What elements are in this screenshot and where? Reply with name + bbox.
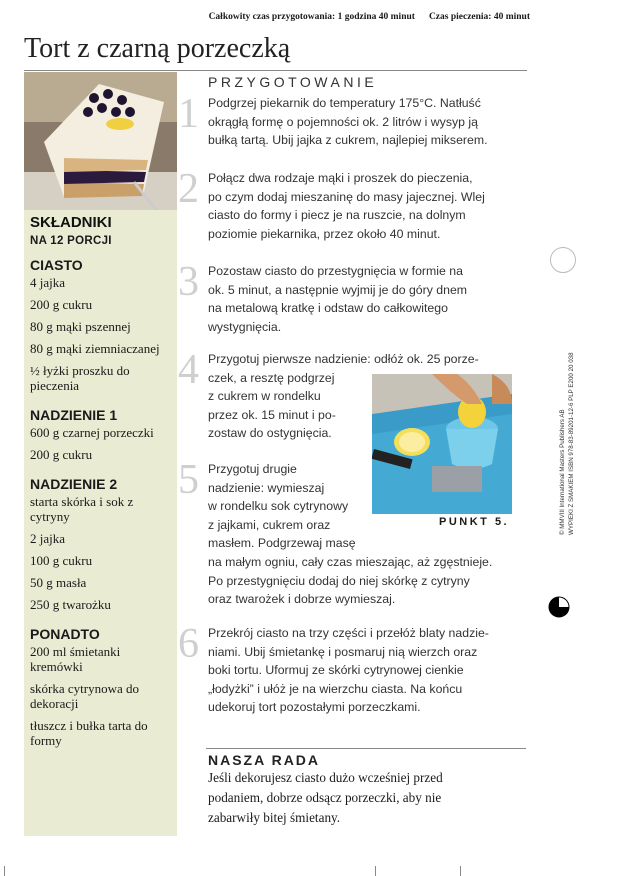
ingredient-item: skórka cytrynowa do dekoracji <box>30 681 140 711</box>
preparation-heading: PRZYGOTOWANIE <box>208 74 378 90</box>
total-time: Całkowity czas przygotowania: 1 godzina 40 minut <box>208 12 415 22</box>
ingredient-item: 100 g cukru <box>30 553 93 568</box>
tip-text: Jeśli dekorujesz ciasto dużo wcześniej przed podaniem, dobrze odsącz porzeczki, aby nie zabarwiły bitej śmietany. <box>208 770 443 825</box>
recipe-title: Tort z czarną porzeczką <box>24 33 291 64</box>
step-text: Przygotuj drugie nadzienie: wymieszaj w rondelku sok cytrynowy z jajkami, cukrem oraz masłem. Podgrzewaj masę na małym ogniu, cały czas mieszając, aż zgęstnieje. Po przestygnięciu dodaj do niej skórkę z cytryny oraz twarożek i dobrze wymieszaj. <box>208 462 493 607</box>
ingredient-group <box>30 494 175 612</box>
ingredient-item: 600 g czarnej porzeczki <box>30 425 154 440</box>
title-divider <box>24 70 527 71</box>
time-info <box>150 12 530 22</box>
registration-mark-icon <box>548 596 570 618</box>
ingredient-item: 50 g masła <box>30 575 87 590</box>
ingredient-item: tłuszcz i bułka tarta do formy <box>30 718 148 748</box>
ingredient-item: 200 g cukru <box>30 447 93 462</box>
ingredients-sidebar <box>24 72 177 836</box>
crop-mark <box>375 866 376 876</box>
ingredients-heading: SKŁADNIKI <box>30 214 112 231</box>
step-number: 2 <box>178 166 199 212</box>
step-text: Przygotuj pierwsze nadzienie: odłóż ok. 25 porze- czek, a resztę podgrzej z cukrem w rondelku przez ok. 15 minut i po- zostaw do ostygnięcia. <box>208 352 479 441</box>
ingredient-item: 200 ml śmietanki kremówki <box>30 644 121 674</box>
ingredients-list <box>30 210 175 755</box>
step-number: 6 <box>178 621 199 667</box>
tip-divider <box>206 748 526 749</box>
ingredient-item: 250 g twarożku <box>30 597 111 612</box>
side-print-line2: WYPIEKI Z SMAKIEM ISBN 978-83-89201-12-6 PLP E200 20 038 <box>568 352 575 535</box>
ingredient-item: 80 g mąki pszennej <box>30 319 131 334</box>
step-text: Podgrzej piekarnik do temperatury 175°C. Natłuść okrągłą formę o pojemności ok. 2 litrów i wysyp ją bułką tartą. Ubij jajka z cukrem, najlepiej mikserem. <box>208 96 488 148</box>
tip-heading: NASZA RADA <box>208 752 321 768</box>
step-number: 1 <box>178 91 199 137</box>
step-number: 4 <box>178 347 199 393</box>
side-print <box>555 330 579 540</box>
cake-photo <box>24 72 177 210</box>
group-heading: PONADTO <box>30 626 100 642</box>
ingredient-group <box>30 275 175 393</box>
step-text: Połącz dwa rodzaje mąki i proszek do pieczenia, po czym dodaj mieszaninę do masy jajecznej. Wlej ciasto do formy i piecz je na ruszcie, na dolnym poziomie piekarnika, przez około 40 minut. <box>208 171 485 241</box>
ingredient-item: starta skórka i sok z cytryny <box>30 494 134 524</box>
side-print-line1: © MMVIII International Masters Publishers AB <box>559 409 566 535</box>
group-heading: NADZIENIE 2 <box>30 476 118 492</box>
ingredient-item: 2 jajka <box>30 531 66 546</box>
step-5-photo <box>372 374 512 514</box>
step-number: 3 <box>178 259 199 305</box>
bake-time: Czas pieczenia: 40 minut <box>428 12 530 22</box>
step-text: Pozostaw ciasto do przestygnięcia w formie na ok. 5 minut, a następnie wyjmij je do góry dnem na metalową kratkę i odstaw do całkowitego wystygnięcia. <box>208 264 468 334</box>
ingredient-item: 200 g cukru <box>30 297 93 312</box>
step-text: Przekrój ciasto na trzy części i przełóż blaty nadzie- niami. Ubij śmietankę i posmaruj nią wierzch oraz boki tortu. Uformuj ze skórki cytrynowej cienkie „łodyżki” i ułóż je na wierzchu ciasta. Na końcu udekoruj tort pozostałymi porzeczkami. <box>208 626 489 715</box>
group-heading: CIASTO <box>30 257 83 273</box>
ingredient-group <box>30 425 175 462</box>
step-number: 5 <box>178 457 199 503</box>
group-heading: NADZIENIE 1 <box>30 407 118 423</box>
ingredient-item: 4 jajka <box>30 275 66 290</box>
punch-hole <box>550 247 576 273</box>
ingredient-group <box>30 644 175 748</box>
figure-caption: PUNKT 5. <box>439 516 510 528</box>
ingredient-item: ½ łyżki proszku do pieczenia <box>30 363 130 393</box>
servings-label: NA 12 PORCJI <box>30 235 112 247</box>
crop-mark <box>460 866 461 876</box>
crop-mark <box>4 866 5 876</box>
ingredient-item: 80 g mąki ziemniaczanej <box>30 341 160 356</box>
